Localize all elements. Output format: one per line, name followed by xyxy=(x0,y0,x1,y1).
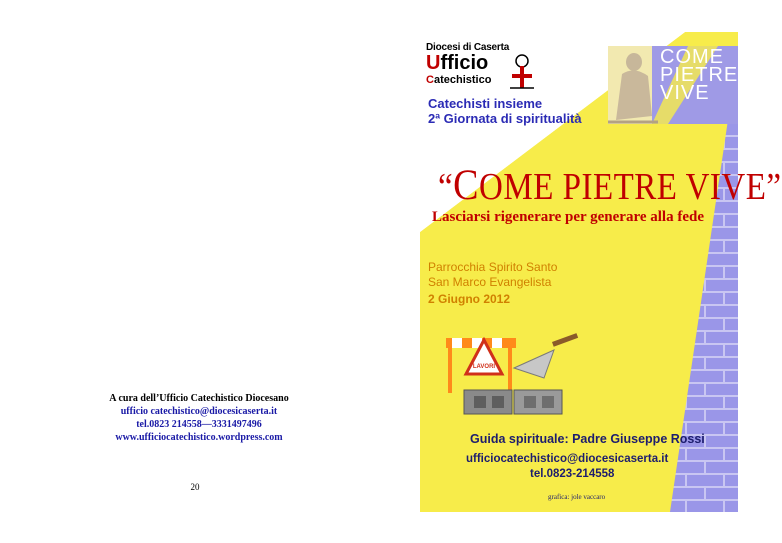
logo-ufficio: Ufficio xyxy=(426,52,489,74)
event-subtitle-2: 2ª Giornata di spiritualità xyxy=(428,111,582,126)
diocese-logo xyxy=(424,42,536,92)
cover-email[interactable]: ufficiocatechistico@diocesicaserta.it xyxy=(466,453,669,465)
construction-illustration xyxy=(444,328,594,428)
logo-diocese: Diocesi di Caserta xyxy=(426,42,510,53)
logo-catechistico: Catechistico xyxy=(426,74,492,86)
tagline: Lasciarsi rigenerare per generare alla fede xyxy=(432,209,704,225)
main-title: “COME PIETRE VIVE” xyxy=(438,161,782,210)
credits-phone: tel.0823 214558—3331497496 xyxy=(136,419,262,430)
location-saint: San Marco Evangelista xyxy=(428,275,552,289)
cover-page xyxy=(420,32,782,512)
credits-heading: A cura dell’Ufficio Catechistico Diocesano xyxy=(109,393,289,404)
cover-phone: tel.0823-214558 xyxy=(530,468,615,480)
event-date: 2 Giugno 2012 xyxy=(428,292,511,306)
cross-emblem-icon xyxy=(508,52,536,90)
come-pietre-vive-thumbnail xyxy=(608,46,738,124)
location-parish: Parrocchia Spirito Santo xyxy=(428,260,558,274)
spiritual-guide: Guida spirituale: Padre Giuseppe Rossi xyxy=(470,432,705,446)
thumbnail-title: COME PIETRE VIVE xyxy=(660,46,739,104)
page-number: 20 xyxy=(190,482,200,492)
credits-email[interactable]: ufficio catechistico@diocesicaserta.it xyxy=(120,406,278,417)
graphic-credit: grafica: jole vaccaro xyxy=(548,493,606,501)
credits-website[interactable]: www.ufficiocatechistico.wordpress.com xyxy=(115,432,283,443)
sign-label: LAVORI xyxy=(472,364,496,370)
event-subtitle-1: Catechisti insieme xyxy=(428,96,543,111)
credits-block xyxy=(60,392,338,444)
